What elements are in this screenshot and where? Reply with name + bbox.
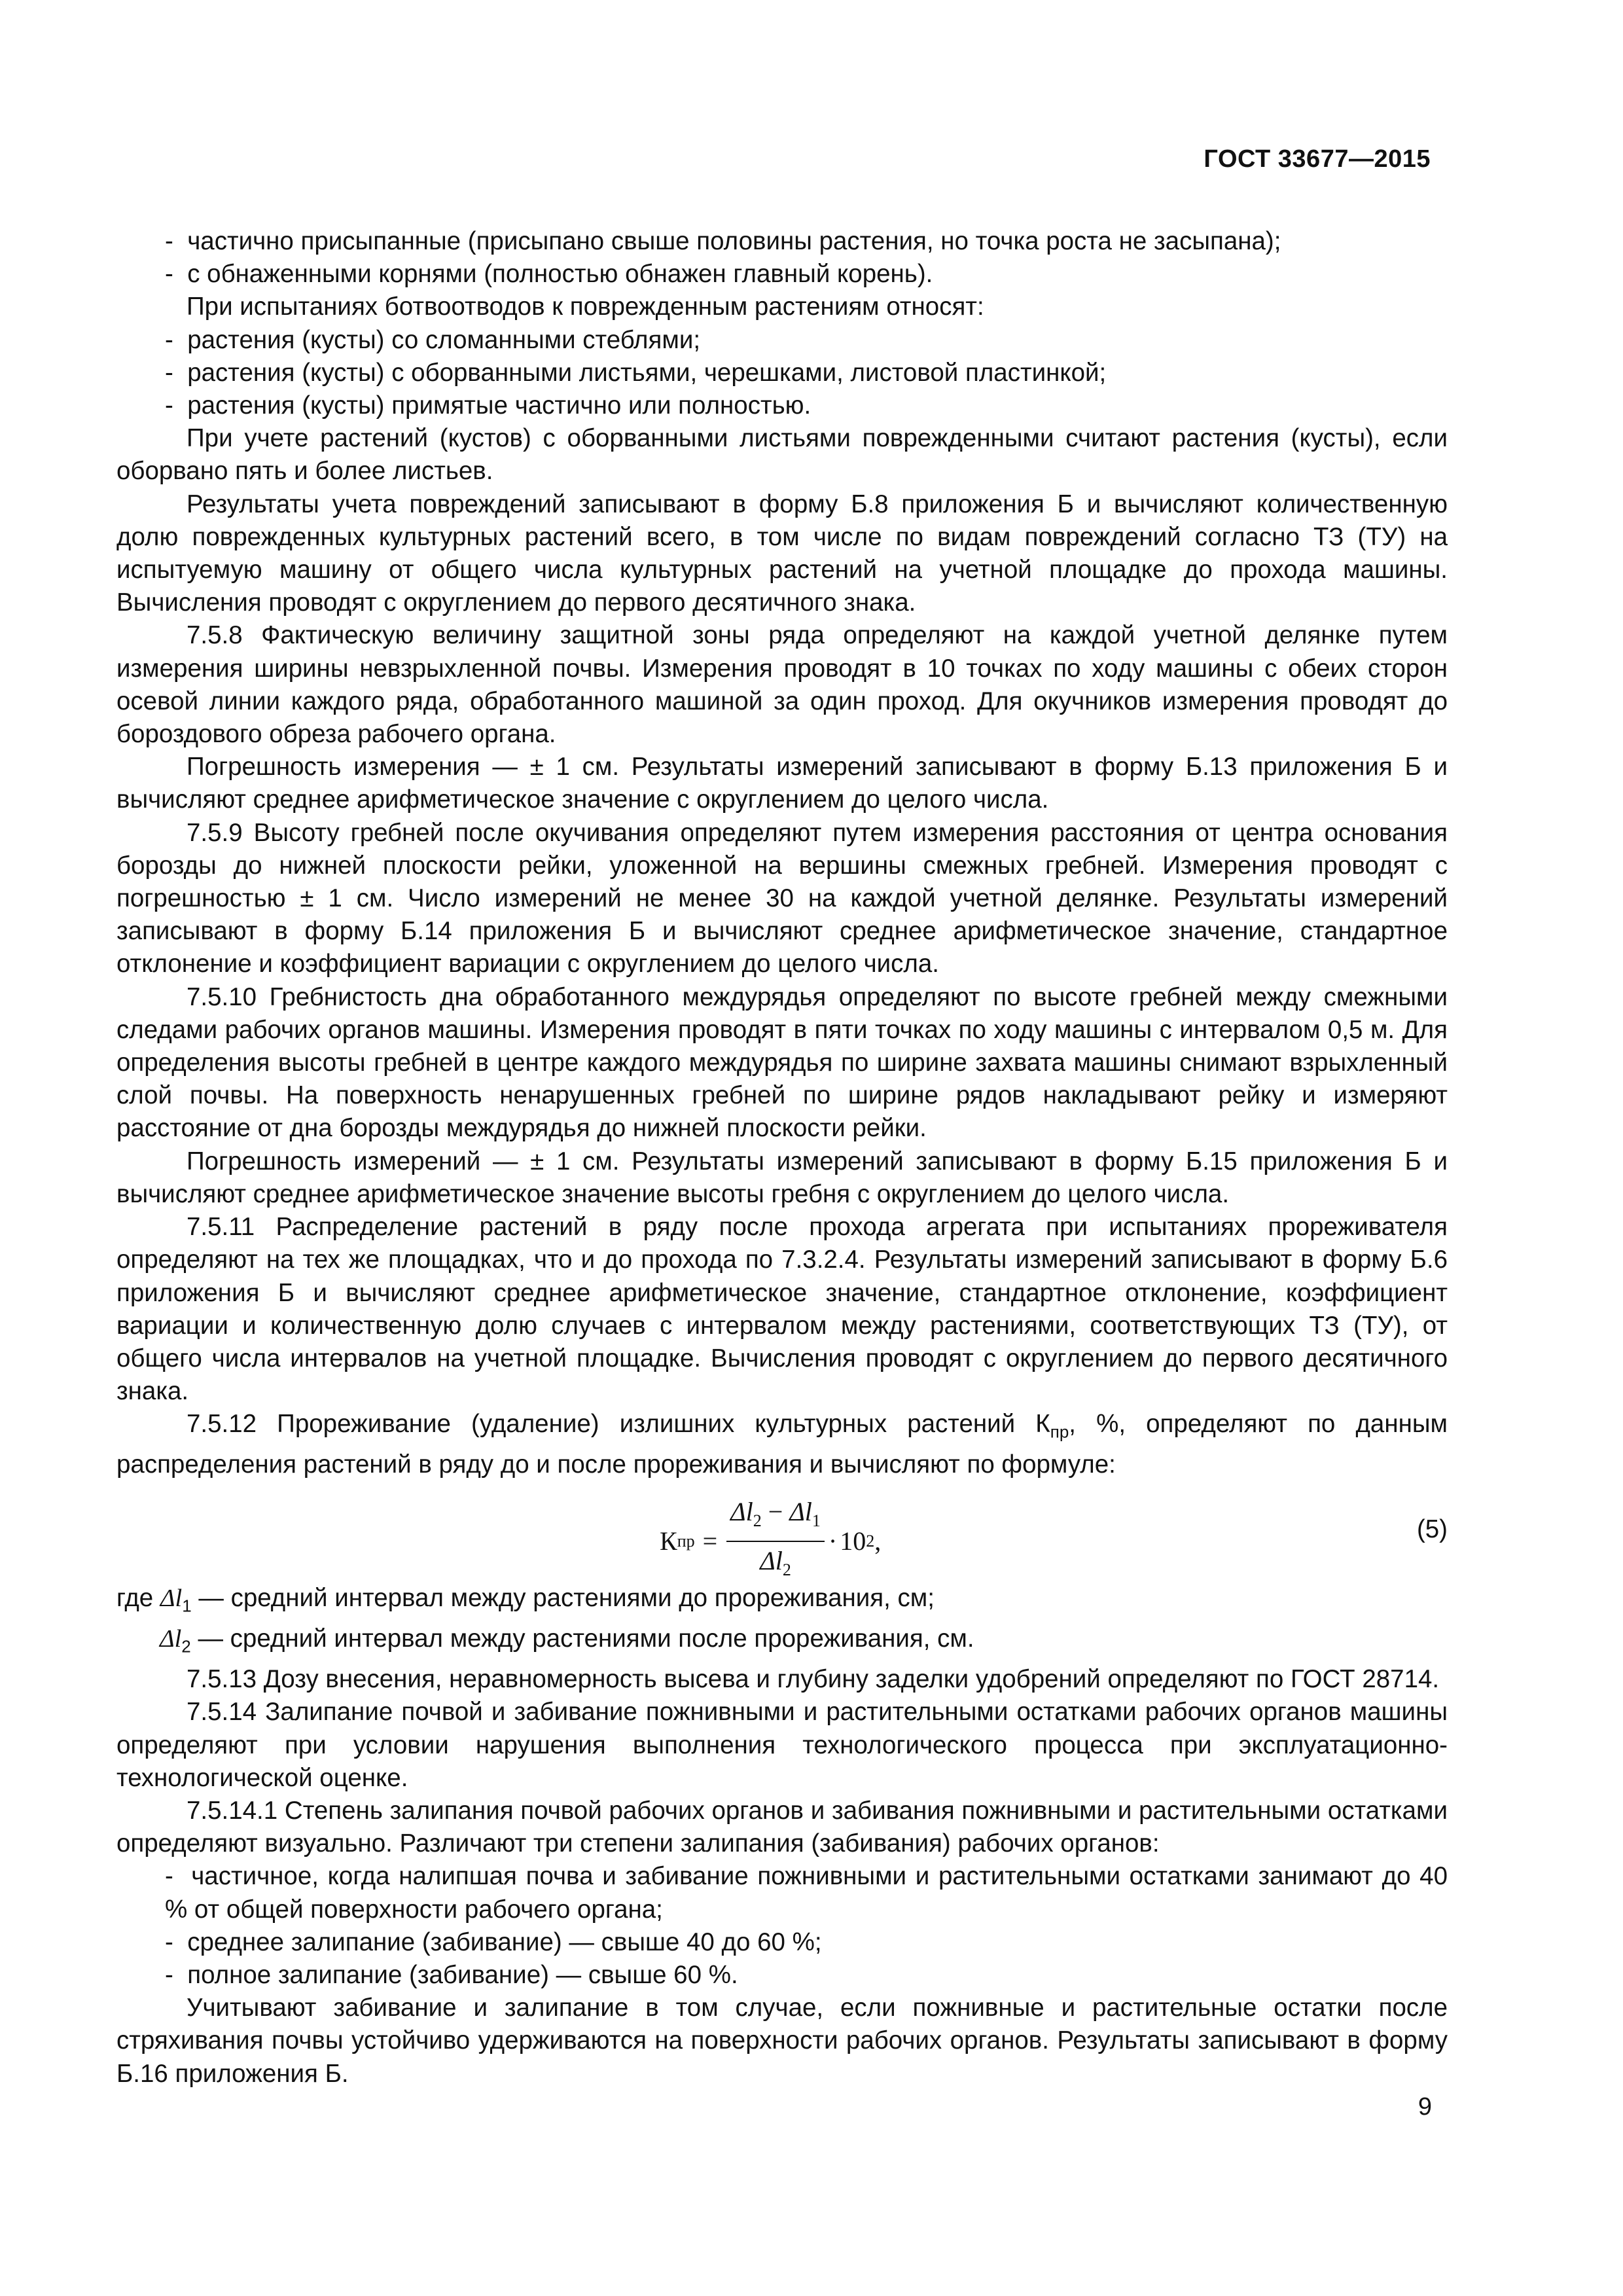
fraction-denominator: $\Delta l_2$ [760, 1545, 791, 1579]
document-id: ГОСТ 33677—2015 [1204, 145, 1431, 173]
page-content [116, 225, 1448, 2090]
paragraph-7-5-11: 7.5.11 Распределение растений в ряду после прохода агрегата при испытаниях прореживателя определяют на тех же площадках, что и до прохода по 7.3.2.4. Результаты измерений записывают в форму Б.6 приложения Б и вычисляют среднее арифметическое значение, стандартное отклонение, коэффициент вариации и количественную долю случаев с интервалом между растениями, соответствующих ТЗ (ТУ), от общего числа интервалов на учетной площадке. Вычисления проводят с округлением до первого десятичного знака. [116, 1213, 1448, 1406]
formula-5 [116, 1484, 1448, 1582]
paragraph-7-5-14-1: 7.5.14.1 Степень залипания почвой рабочих органов и забивания пожнивными и растительными остатками определяют визуально. Различают три степени залипания (забивания) рабочих органов: [116, 1797, 1448, 1858]
page-number: 9 [1418, 2093, 1432, 2121]
paragraph: Результаты учета повреждений записывают в форму Б.8 приложения Б и вычисляют количественную долю поврежденных культурных растений всего, в том числе по видам повреждений согласно ТЗ (ТУ) на испытуемую машину от общего числа культурных растений на учетной площадке до прохода машины. Вычисления проводят с округлением до первого десятичного знака. [116, 490, 1448, 617]
paragraph-7-5-13: 7.5.13 Дозу внесения, неравномерность высева и глубину заделки удобрений определяют по ГОСТ 28714. [187, 1665, 1440, 1694]
list-item: - растения (кусты) с оборванными листьями, черешками, листовой пластинкой; [116, 357, 1448, 389]
list-item: - растения (кусты) со сломанными стеблями; [116, 324, 1448, 357]
paragraph: При испытаниях ботвоотводов к поврежденным растениям относят: [187, 293, 984, 321]
paragraph: Погрешность измерений — ± 1 см. Результаты измерений записывают в форму Б.15 приложения Б и вычисляют среднее арифметическое значение высоты гребня с округлением до целого числа. [116, 1147, 1448, 1208]
formula-expression: К пр = $\frac{\Delta l_2 - \Delta l_1}{\Delta l_2}$ · 10 2 , [660, 1496, 881, 1586]
paragraph-7-5-14: 7.5.14 Залипание почвой и забивание пожнивными и растительными остатками рабочих органов машины определяют при условии нарушения выполнения технологического процесса при эксплуатационно-технологической оценке. [116, 1698, 1448, 1792]
paragraph: Учитывают забивание и залипание в том случае, если пожнивные и растительные остатки после стряхивания почвы устойчиво удерживаются на поверхности рабочих органов. Результаты записывают в форму Б.16 приложения Б. [116, 1994, 1448, 2088]
paragraph-7-5-10: 7.5.10 Гребнистость дна обработанного междурядья определяют по высоте гребней между смежными следами рабочих органов машины. Измерения проводят в пяти точках по ходу машины с интервалом 0,5 м. Для определения высоты гребней в центре каждого междурядья по ширине захвата машины снимают взрыхленный слой почвы. На поверхность ненарушенных гребней по ширине рядов накладывают рейку и измеряют расстояние от дна борозды междурядья до нижней плоскости рейки. [116, 982, 1448, 1143]
formula-fraction [726, 1496, 825, 1586]
list-item: - частичное, когда налипшая почва и забивание пожнивными и растительными остатками занимают до 40 % от общей поверхности рабочего органа; [116, 1860, 1448, 1926]
paragraph-7-5-9: 7.5.9 Высоту гребней после окучивания определяют путем измерения расстояния от центра основания борозды до нижней плоскости рейки, уложенной на вершины смежных гребней. Измерения проводят с погрешностью ± 1 см. Число измерений не менее 30 на каждой учетной делянке. Результаты измерений записывают в форму Б.14 приложения Б и вычисляют среднее арифметическое значение, стандартное отклонение и коэффициент вариации с округлением до целого числа. [116, 818, 1448, 978]
paragraph-7-5-8: 7.5.8 Фактическую величину защитной зоны ряда определяют на каждой учетной делянке путем измерения ширины невзрыхленной почвы. Измерения проводят в 10 точках по ходу машины с обеих сторон осевой линии каждого ряда, обработанного машиной за один проход. Для окучников измерения проводят до бороздового обреза рабочего органа. [116, 621, 1448, 749]
formula-legend-1: где $\Delta l_1$ — средний интервал между растениями до прореживания, см; [116, 1584, 935, 1617]
paragraph: При учете растений (кустов) с оборванными листьями поврежденными считают растения (кусты), если оборвано пять и более листьев. [116, 424, 1448, 486]
paragraph-7-5-12: 7.5.12 Прореживание (удаление) излишних культурных растений $К_{пр}$, %, определяют по данным распределения растений в ряду до и после прореживания и вычисляют по формуле: [116, 1410, 1448, 1479]
list-item: - растения (кусты) примятые частично или полностью. [116, 389, 1448, 422]
list-item: - частично присыпанные (присыпано свыше половины растения, но точка роста не засыпана); [116, 225, 1448, 258]
list-item: - с обнаженными корнями (полностью обнажен главный корень). [116, 258, 1448, 291]
formula-number: (5) [1416, 1515, 1448, 1544]
list-item: - среднее залипание (забивание) — свыше 40 до 60 %; [116, 1926, 1448, 1959]
fraction-numerator: $\Delta l_2 - \Delta l_1$ [726, 1496, 825, 1541]
paragraph: Погрешность измерения — ± 1 см. Результаты измерений записывают в форму Б.13 приложения Б и вычисляют среднее арифметическое значение с округлением до целого числа. [116, 753, 1448, 814]
formula-legend-2: $\Delta l_2$ — средний интервал между растениями после прореживания, см. [160, 1624, 974, 1657]
list-item: - полное залипание (забивание) — свыше 60 %. [116, 1959, 1448, 1992]
